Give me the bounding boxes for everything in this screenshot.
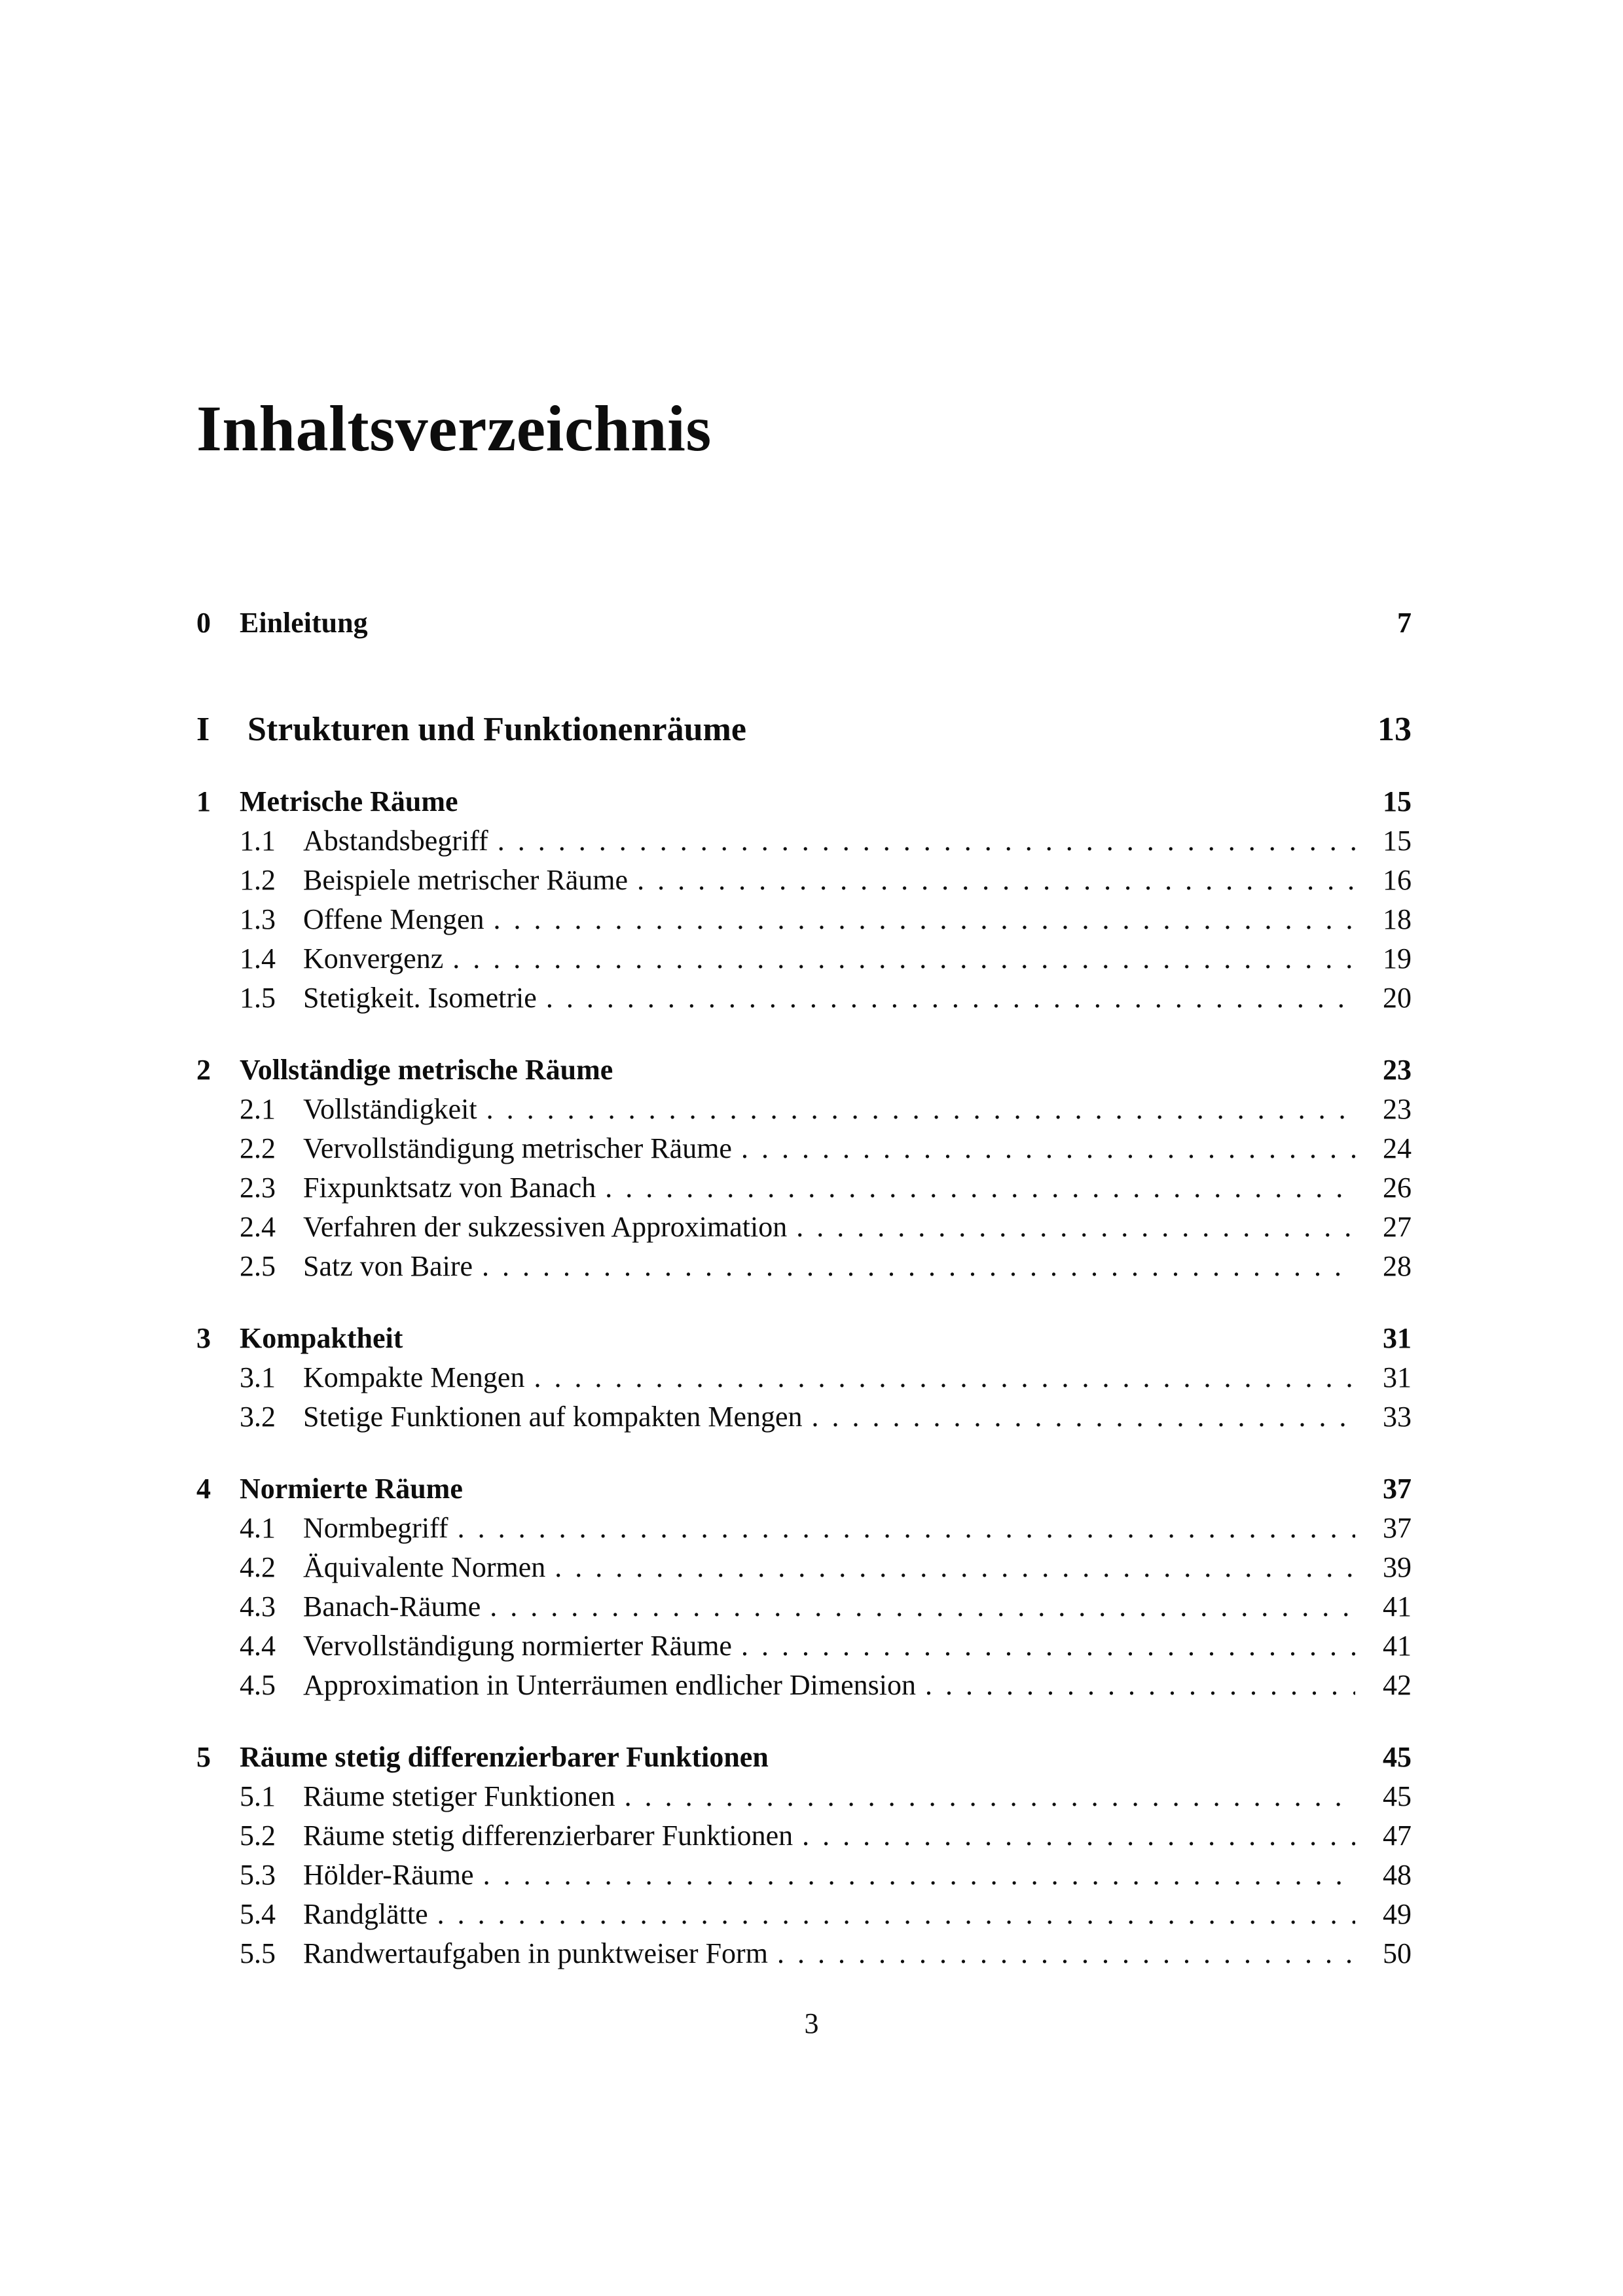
- toc-entry-5.1: [196, 1777, 1412, 1816]
- dot-leader: [546, 978, 1355, 1018]
- toc-entry-0: [196, 603, 1412, 643]
- dot-leader: [498, 821, 1355, 861]
- entry-title: Räume stetig differenzierbarer Funktionen: [303, 1820, 793, 1852]
- entry-title: Vollständige metrische Räume: [240, 1054, 613, 1086]
- entry-page-number: 37: [1383, 1512, 1412, 1544]
- toc-entry-5.2: [196, 1816, 1412, 1856]
- toc-entry-2.5: [196, 1247, 1412, 1286]
- toc-entry-4.4: [196, 1626, 1412, 1666]
- toc-entry-2.1: [196, 1090, 1412, 1129]
- entry-title: Räume stetiger Funktionen: [303, 1780, 615, 1812]
- dot-leader: [777, 1934, 1355, 1973]
- entry-title: Abstandsbegriff: [303, 825, 488, 857]
- entry-title: Strukturen und Funktionenräume: [247, 711, 746, 748]
- dot-leader: [494, 900, 1355, 939]
- dot-leader: [534, 1358, 1355, 1397]
- entry-number: 4.2: [240, 1551, 276, 1583]
- entry-page-number: 31: [1383, 1361, 1412, 1393]
- entry-title: Satz von Baire: [303, 1250, 473, 1282]
- dot-leader: [812, 1397, 1355, 1437]
- entry-title: Beispiele metrischer Räume: [303, 864, 629, 896]
- entry-number: 5.4: [240, 1898, 276, 1930]
- entry-number: 5: [196, 1741, 211, 1773]
- entry-title: Einleitung: [240, 607, 368, 639]
- toc-entry-2: [196, 1050, 1412, 1090]
- entry-number: 0: [196, 607, 211, 639]
- entry-title: Vervollständigung metrischer Räume: [303, 1132, 732, 1164]
- entry-page-number: 41: [1383, 1590, 1412, 1623]
- entry-page-number: 15: [1383, 785, 1412, 817]
- dot-leader: [925, 1666, 1355, 1705]
- entry-page-number: 13: [1377, 711, 1412, 748]
- toc-entry-I: [196, 707, 1412, 753]
- toc-entry-5.5: [196, 1934, 1412, 1973]
- entry-number: I: [196, 711, 210, 748]
- toc-entry-4.5: [196, 1666, 1412, 1705]
- entry-page-number: 15: [1383, 825, 1412, 857]
- entry-number: 2.4: [240, 1211, 276, 1243]
- dot-leader: [741, 1129, 1355, 1168]
- entry-title: Hölder-Räume: [303, 1859, 474, 1891]
- entry-page-number: 41: [1383, 1630, 1412, 1662]
- toc-entry-4.2: [196, 1548, 1412, 1587]
- toc-entry-3.1: [196, 1358, 1412, 1397]
- dot-leader: [796, 1208, 1355, 1247]
- entry-title: Konvergenz: [303, 942, 444, 975]
- toc-entry-1.5: [196, 978, 1412, 1018]
- entry-number: 1.2: [240, 864, 276, 896]
- entry-number: 1: [196, 785, 211, 817]
- toc-entry-5.4: [196, 1895, 1412, 1934]
- entry-title: Verfahren der sukzessiven Approximation: [303, 1211, 788, 1243]
- entry-number: 1.4: [240, 942, 276, 975]
- entry-title: Normbegriff: [303, 1512, 448, 1544]
- entry-page-number: 28: [1383, 1250, 1412, 1282]
- toc-entry-5.3: [196, 1856, 1412, 1895]
- entry-page-number: 19: [1383, 942, 1412, 975]
- entry-page-number: 49: [1383, 1898, 1412, 1930]
- entry-page-number: 31: [1383, 1322, 1412, 1354]
- dot-leader: [483, 1856, 1355, 1895]
- entry-number: 3: [196, 1322, 211, 1354]
- entry-number: 5.3: [240, 1859, 276, 1891]
- toc-entry-4.3: [196, 1587, 1412, 1626]
- dot-leader: [437, 1895, 1355, 1934]
- entry-title: Stetige Funktionen auf kompakten Mengen: [303, 1401, 803, 1433]
- toc-entry-1: [196, 782, 1412, 821]
- entry-number: 4: [196, 1473, 211, 1505]
- entry-number: 2.3: [240, 1172, 276, 1204]
- entry-title: Approximation in Unterräumen endlicher Dimension: [303, 1669, 916, 1701]
- entry-number: 2.2: [240, 1132, 276, 1164]
- entry-page-number: 20: [1383, 982, 1412, 1014]
- entry-title: Vervollständigung normierter Räume: [303, 1630, 732, 1662]
- entry-title: Äquivalente Normen: [303, 1551, 546, 1583]
- dot-leader: [802, 1816, 1355, 1856]
- entry-page-number: 26: [1383, 1172, 1412, 1204]
- entry-page-number: 47: [1383, 1820, 1412, 1852]
- entry-title: Kompaktheit: [240, 1322, 403, 1354]
- entry-number: 2: [196, 1054, 211, 1086]
- entry-page-number: 7: [1397, 607, 1412, 639]
- entry-page-number: 23: [1383, 1054, 1412, 1086]
- entry-title: Offene Mengen: [303, 903, 484, 935]
- entry-title: Normierte Räume: [240, 1473, 463, 1505]
- toc-entry-3.2: [196, 1397, 1412, 1437]
- entry-page-number: 24: [1383, 1132, 1412, 1164]
- entry-number: 5.5: [240, 1937, 276, 1969]
- toc-entry-2.2: [196, 1129, 1412, 1168]
- entry-title: Randglätte: [303, 1898, 428, 1930]
- entry-number: 5.1: [240, 1780, 276, 1812]
- toc-content: [196, 393, 1412, 1973]
- entry-page-number: 50: [1383, 1937, 1412, 1969]
- page-number-footer: 3: [804, 2007, 819, 2039]
- entry-page-number: 48: [1383, 1859, 1412, 1891]
- entry-number: 1.1: [240, 825, 276, 857]
- entry-title: Vollständigkeit: [303, 1093, 477, 1125]
- entry-title: Stetigkeit. Isometrie: [303, 982, 537, 1014]
- entry-number: 3.1: [240, 1361, 276, 1393]
- entry-title: Fixpunktsatz von Banach: [303, 1172, 596, 1204]
- entry-number: 1.5: [240, 982, 276, 1014]
- dot-leader: [486, 1090, 1355, 1129]
- entry-page-number: 33: [1383, 1401, 1412, 1433]
- page-title: Inhaltsverzeichnis: [196, 392, 712, 465]
- entry-title: Metrische Räume: [240, 785, 458, 817]
- dot-leader: [482, 1247, 1355, 1286]
- dot-leader: [605, 1168, 1355, 1208]
- toc-entry-1.4: [196, 939, 1412, 978]
- entry-title: Randwertaufgaben in punktweiser Form: [303, 1937, 768, 1969]
- toc-entry-4: [196, 1469, 1412, 1509]
- entry-page-number: 18: [1383, 903, 1412, 935]
- entry-number: 4.5: [240, 1669, 276, 1701]
- toc-entry-2.3: [196, 1168, 1412, 1208]
- entry-number: 3.2: [240, 1401, 276, 1433]
- entry-page-number: 39: [1383, 1551, 1412, 1583]
- entry-number: 5.2: [240, 1820, 276, 1852]
- dot-leader: [452, 939, 1355, 978]
- dot-leader: [458, 1509, 1355, 1548]
- dot-leader: [490, 1587, 1355, 1626]
- toc-entry-5: [196, 1738, 1412, 1777]
- entry-number: 2.1: [240, 1093, 276, 1125]
- entry-page-number: 23: [1383, 1093, 1412, 1125]
- entry-number: 4.1: [240, 1512, 276, 1544]
- entry-title: Kompakte Mengen: [303, 1361, 525, 1393]
- toc-entry-2.4: [196, 1208, 1412, 1247]
- dot-leader: [625, 1777, 1355, 1816]
- entry-page-number: 37: [1383, 1473, 1412, 1505]
- entry-page-number: 45: [1383, 1741, 1412, 1773]
- entry-number: 4.4: [240, 1630, 276, 1662]
- entry-page-number: 45: [1383, 1780, 1412, 1812]
- entry-page-number: 42: [1383, 1669, 1412, 1701]
- entry-number: 4.3: [240, 1590, 276, 1623]
- toc-list: [196, 603, 1412, 1973]
- dot-leader: [637, 861, 1355, 900]
- dot-leader: [555, 1548, 1355, 1587]
- toc-entry-1.1: [196, 821, 1412, 861]
- toc-entry-1.3: [196, 900, 1412, 939]
- toc-entry-1.2: [196, 861, 1412, 900]
- entry-number: 1.3: [240, 903, 276, 935]
- entry-number: 2.5: [240, 1250, 276, 1282]
- entry-page-number: 16: [1383, 864, 1412, 896]
- entry-page-number: 27: [1383, 1211, 1412, 1243]
- entry-title: Räume stetig differenzierbarer Funktionen: [240, 1741, 769, 1773]
- entry-title: Banach-Räume: [303, 1590, 481, 1623]
- toc-entry-4.1: [196, 1509, 1412, 1548]
- toc-entry-3: [196, 1319, 1412, 1358]
- dot-leader: [741, 1626, 1355, 1666]
